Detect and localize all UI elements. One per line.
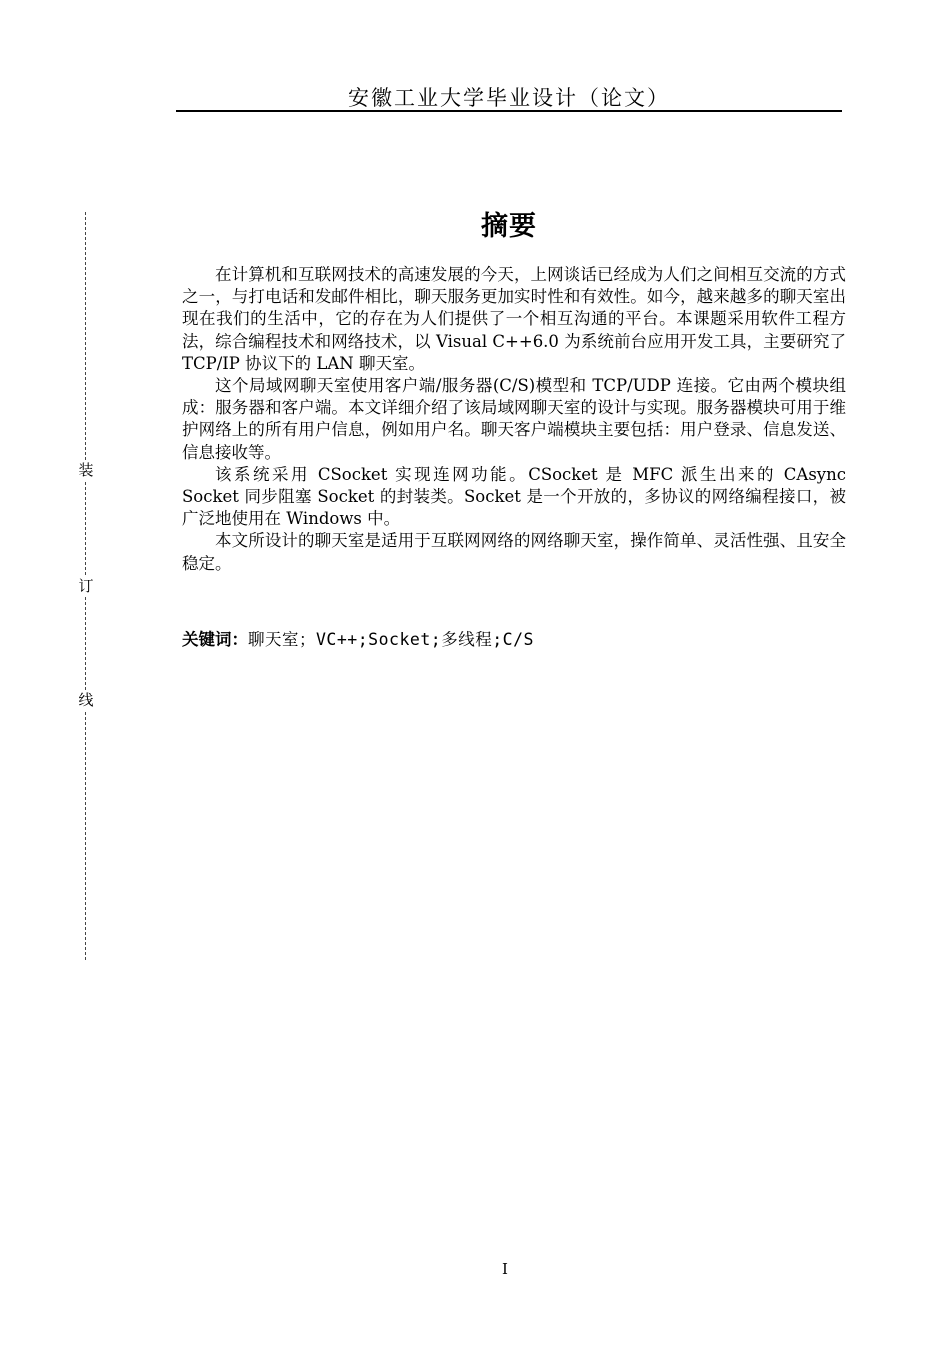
- binding-char-ding: 订: [78, 577, 94, 595]
- abstract-paragraph: 在计算机和互联网技术的高速发展的今天，上网谈话已经成为人们之间相互交流的方式之一，与打电话和发邮件相比，聊天服务更加实时性和有效性。如今，越来越多的聊天室出现在我们的生活中，它的存在为人们提供了一个相互沟通的平台。本课题采用软件工程方法，综合编程技术和网络技术，以 Visual C++6.0 为系统前台应用开发工具，主要研究了 TCP/IP 协议下的 LAN 聊天室。: [182, 265, 846, 373]
- abstract-paragraph: 本文所设计的聊天室是适用于互联网网络的网络聊天室，操作简单、灵活性强、且安全稳定。: [182, 531, 846, 573]
- abstract-paragraph: 该系统采用 CSocket 实现连网功能。CSocket 是 MFC 派生出来的 CAsync Socket 同步阻塞 Socket 的封装类。Socket 是一个开放的，多协议的网络编程接口，被广泛地使用在 Windows 中。: [182, 464, 846, 529]
- keywords-value: 聊天室；VC++;Socket;多线程;C/S: [248, 630, 534, 649]
- abstract-body: [182, 264, 846, 575]
- keywords-line: [182, 628, 846, 652]
- header-rule: [176, 110, 842, 112]
- binding-char-xian: 线: [78, 691, 94, 709]
- abstract-paragraph: 这个局域网聊天室使用客户端/服务器(C/S)模型和 TCP/UDP 连接。它由两个模块组成：服务器和客户端。本文详细介绍了该局域网聊天室的设计与实现。服务器模块可用于维护网络上的所有用户信息，例如用户名。聊天客户端模块主要包括：用户登录、信息发送、信息接收等。: [182, 376, 846, 462]
- page-number: I: [502, 1260, 508, 1278]
- page-header: 安徽工业大学毕业设计（论文）: [348, 86, 670, 110]
- keywords-label: 关键词：: [182, 630, 248, 649]
- binding-char-zhuang: 装: [78, 461, 94, 479]
- abstract-title: 摘要: [481, 211, 537, 242]
